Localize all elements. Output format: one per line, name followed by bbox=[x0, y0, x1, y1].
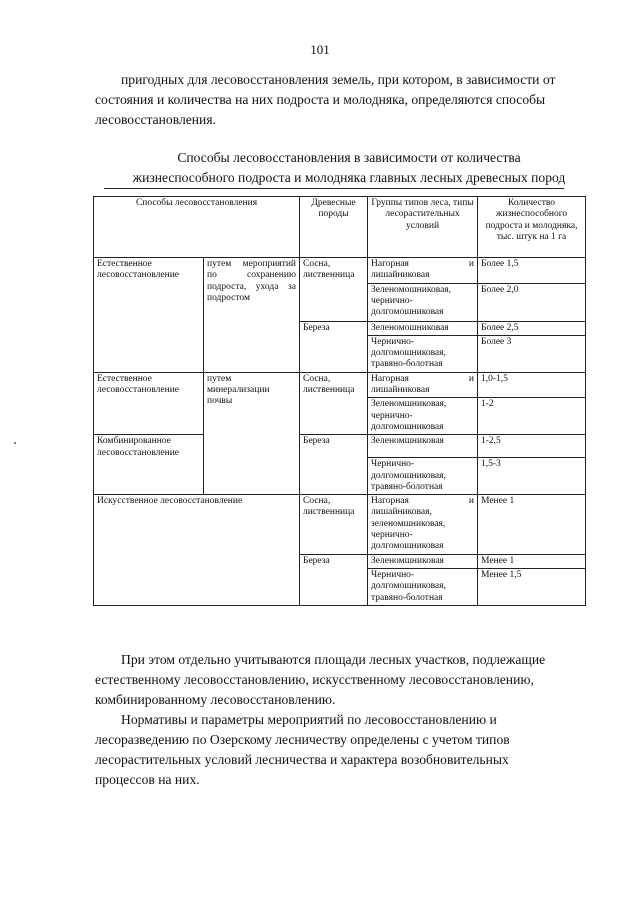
caption-line-1: Способы лесовосстановления в зависимости от количества bbox=[177, 150, 521, 165]
cell-group-2a-1: Нагорная и лишайниковая bbox=[368, 372, 478, 398]
cell-species-1a: Сосна, лиственница bbox=[300, 258, 368, 322]
cell-count-3b-2: Менее 1,5 bbox=[478, 568, 586, 605]
intro-line-1: пригодных для лесовосстановления земель, при котором, в зависимости от bbox=[121, 72, 556, 87]
table-header-row bbox=[94, 197, 586, 258]
cell-group-3b-2: Чернично-долгомошниковая, травяно-болотная bbox=[368, 568, 478, 605]
caption-rule bbox=[104, 188, 564, 189]
cell-species-1b: Береза bbox=[300, 321, 368, 372]
table-row bbox=[94, 372, 586, 398]
header-count: Количество жизнеспособного подроста и молодняка, тыс. штук на 1 га bbox=[478, 197, 586, 258]
cell-group-1a-2: Зеленомошниковая, чернично-долгомошниковая bbox=[368, 283, 478, 321]
cell-species-2b: Береза bbox=[300, 435, 368, 495]
table-caption bbox=[95, 148, 603, 188]
paragraph-accounting bbox=[95, 650, 603, 710]
para3-line-4: процессов на них. bbox=[95, 772, 200, 787]
cell-combined: Комбинированное лесовосстановление bbox=[94, 435, 204, 495]
cell-count-2b-2: 1,5-3 bbox=[478, 458, 586, 495]
cell-group-2b-2: Чернично-долгомошниковая, травяно-болотная bbox=[368, 458, 478, 495]
cell-group-1b-1: Зеленомошниковая bbox=[368, 321, 478, 335]
cell-group-2a-2: Зеленомшниковая, чернично-долгомошниковая bbox=[368, 398, 478, 435]
cell-count-2a-1: 1,0-1,5 bbox=[478, 372, 586, 398]
scan-speck bbox=[14, 442, 16, 444]
cell-count-3b-1: Менее 1 bbox=[478, 554, 586, 568]
table-row bbox=[94, 435, 586, 458]
cell-group-1b-2: Чернично-долгомошниковая, травяно-болотная bbox=[368, 335, 478, 372]
cell-group-2b-1: Зеленомшниковая bbox=[368, 435, 478, 458]
reforestation-table bbox=[93, 196, 586, 606]
cell-artificial: Искусственное лесовосстановление bbox=[94, 495, 300, 606]
cell-method-2: путем минерализации почвы bbox=[204, 372, 300, 494]
table-row bbox=[94, 495, 586, 554]
intro-paragraph bbox=[95, 70, 603, 130]
cell-count-1b-1: Более 2,5 bbox=[478, 321, 586, 335]
cell-natural-1: Естественное лесовосстановление bbox=[94, 258, 204, 373]
intro-line-2: состояния и количества на них подроста и молодняка, определяются способы bbox=[95, 92, 546, 107]
header-groups: Группы типов леса, типы лесорастительных условий bbox=[368, 197, 478, 258]
cell-count-2b-1: 1-2,5 bbox=[478, 435, 586, 458]
para3-line-1: Нормативы и параметры мероприятий по лесовосстановлению и bbox=[121, 712, 497, 727]
caption-line-2: жизнеспособного подроста и молодняка главных лесных древесных пород bbox=[132, 170, 566, 185]
paragraph-norms bbox=[95, 710, 603, 790]
header-methods: Способы лесовосстановления bbox=[94, 197, 300, 258]
cell-count-1a-1: Более 1,5 bbox=[478, 258, 586, 284]
intro-line-3: лесовосстановления. bbox=[95, 112, 216, 127]
cell-species-3a: Сосна, лиственница bbox=[300, 495, 368, 554]
table-row bbox=[94, 258, 586, 284]
para2-line-3: комбинированному лесовосстановлению. bbox=[95, 692, 336, 707]
cell-species-2a: Сосна, лиственница bbox=[300, 372, 368, 434]
para3-line-3: лесорастительных условий лесничества и характера возобновительных bbox=[95, 752, 509, 767]
para3-line-2: лесоразведению по Озерскому лесничеству определены с учетом типов bbox=[95, 732, 510, 747]
page-number: 101 bbox=[310, 42, 330, 57]
cell-count-1b-2: Более 3 bbox=[478, 335, 586, 372]
cell-species-3b: Береза bbox=[300, 554, 368, 605]
cell-count-3a: Менее 1 bbox=[478, 495, 586, 554]
cell-count-2a-2: 1-2 bbox=[478, 398, 586, 435]
para2-line-1: При этом отдельно учитываются площади лесных участков, подлежащие bbox=[121, 652, 546, 667]
cell-natural-2: Естественное лесовосстановление bbox=[94, 372, 204, 434]
header-species: Древесные породы bbox=[300, 197, 368, 258]
cell-group-3b-1: Зеленомшниковая bbox=[368, 554, 478, 568]
cell-group-3a: Нагорная и лишайниковая, зеленомшниковая, чернично-долгомошниковая bbox=[368, 495, 478, 554]
para2-line-2: естественному лесовосстановлению, искусственному лесовосстановлению, bbox=[95, 672, 534, 687]
cell-count-1a-2: Более 2,0 bbox=[478, 283, 586, 321]
cell-group-1a-1: Нагорная и лишайниковая bbox=[368, 258, 478, 284]
cell-method-1: путем мероприятий по сохранению подроста, ухода за подростом bbox=[204, 258, 300, 373]
